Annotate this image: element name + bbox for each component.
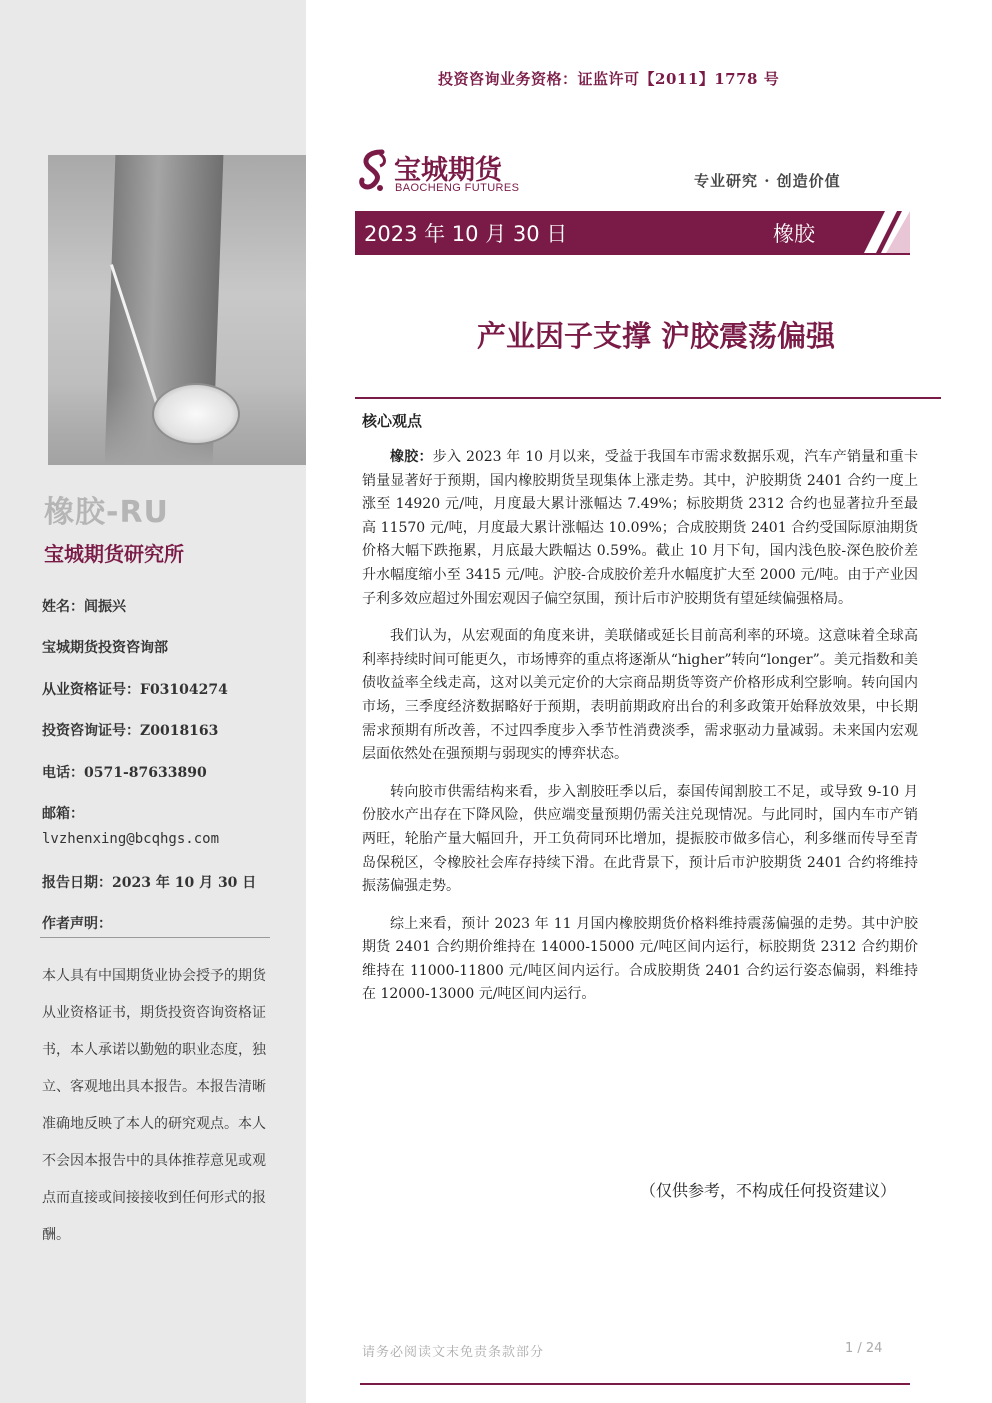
sidebar bbox=[0, 0, 306, 1403]
report-category: 橡胶 bbox=[773, 222, 815, 246]
latex-cup bbox=[152, 383, 240, 445]
qualification-number: 从业资格证号：F03104274 bbox=[42, 682, 228, 698]
logo-english: BAOCHENG FUTURES bbox=[395, 182, 520, 194]
sidebar-divider bbox=[40, 937, 270, 938]
author-department: 宝城期货投资咨询部 bbox=[42, 640, 168, 656]
company-slogan: 专业研究 · 创造价值 bbox=[694, 172, 841, 190]
report-date: 报告日期：2023 年 10 月 30 日 bbox=[42, 875, 257, 891]
product-title: 橡胶-RU bbox=[44, 495, 169, 530]
baocheng-logo-icon bbox=[356, 148, 392, 196]
footer-divider bbox=[360, 1383, 910, 1385]
footer-note: 请务必阅读文末免责条款部分 bbox=[362, 1345, 545, 1360]
report-title: 产业因子支撑 沪胶震荡偏强 bbox=[476, 319, 836, 353]
report-date-banner: 2023 年 10 月 30 日 bbox=[364, 222, 568, 246]
license-line: 投资咨询业务资格：证监许可【2011】1778 号 bbox=[438, 70, 780, 88]
lead-label: 橡胶： bbox=[390, 449, 433, 465]
email-label: 邮箱： bbox=[42, 806, 84, 822]
consulting-number: 投资咨询证号：Z0018163 bbox=[42, 723, 219, 739]
logo-chinese: 宝城期货 bbox=[394, 155, 502, 186]
phone: 电话：0571-87633890 bbox=[42, 765, 207, 781]
paragraph-4: 综上来看，预计 2023 年 11 月国内橡胶期货价格料维持震荡偏强的走势。其中沪胶期货 2401 合约期价维持在 14000-15000 元/吨区间内运行，标胶期货 2312 合约期价维持在 11000-11800 元/吨区间内运行。合成胶期货 2401 合约运行姿态偏弱，料维持在 12000-13000 元/吨区间内运行。 bbox=[362, 915, 918, 1003]
author-name: 姓名：闾振兴 bbox=[42, 599, 126, 615]
paragraph-3: 转向胶市供需结构来看，步入割胶旺季以后，泰国传闻割胶工不足，或导致 9-10 月份胶水产出存在下降风险，供应端变量预期仍需关注兑现情况。与此同时，国内车市产销两旺，轮胎产量大幅回升，开工负荷同环比增加，提振胶市做多信心，利多继而传导至青岛保税区，令橡胶社会库存持续下滑。在此背景下，预计后市沪胶期货 2401 合约将维持振荡偏强走势。 bbox=[362, 783, 918, 895]
title-divider bbox=[355, 397, 941, 399]
rubber-tree-photo bbox=[48, 155, 306, 465]
report-body bbox=[362, 446, 918, 1021]
author-statement-label: 作者声明： bbox=[42, 916, 112, 932]
paragraph-2: 我们认为，从宏观面的角度来讲，美联储或延长目前高利率的环境。这意味着全球高利率持续时间可能更久，市场博弈的重点将逐渐从“higher”转向“longer”。美元指数和美债收益率全线走高，这对以美元定价的大宗商品期货等资产价格形成利空影响。转向国内市场，三季度经济数据略好于预期，表明前期政府出台的利多政策开始释放效果，中长期需求预期有所改善，不过四季度步入季节性消费淡季，需求驱动力量减弱。未来国内宏观层面依然处在强预期与弱现实的博弈状态。 bbox=[362, 628, 918, 763]
disclaimer: （仅供参考，不构成任何投资建议） bbox=[640, 1181, 897, 1200]
page-number: 1 / 24 bbox=[845, 1341, 883, 1356]
paragraph-1 bbox=[362, 446, 918, 611]
institute-name: 宝城期货研究所 bbox=[44, 542, 184, 566]
author-statement: 本人具有中国期货业协会授予的期货从业资格证书，期货投资咨询资格证书，本人承诺以勤勉的职业态度，独立、客观地出具本报告。本报告清晰准确地反映了本人的研究观点。本人不会因本报告中的具体推荐意见或观点而直接或间接接收到任何形式的报酬。 bbox=[42, 968, 266, 1243]
section-heading: 核心观点 bbox=[362, 412, 423, 430]
paragraph-1-text: 步入 2023 年 10 月以来，受益于我国车市需求数据乐观，汽车产销量和重卡销量显著好于预期，国内橡胶期货呈现集体上涨走势。其中，沪胶期货 2401 合约一度上涨至 14920 元/吨，月度最大累计涨幅达 7.49%；标胶期货 2312 合约也显著拉升至最高 11570 元/吨，月度最大累计涨幅达 10.09%；合成胶期货 2401 合约受国际原油期货价格大幅下跌拖累，月底最大跌幅达 0.59%。截止 10 月下旬，国内浅色胶-深色胶价差升水幅度缩小至 3415 元/吨。沪胶-合成胶价差升水幅度扩大至 2000 元/吨。由于产业因子利多效应超过外围宏观因子偏空氛围，预计后市沪胶期货有望延续偏强格局。 bbox=[362, 449, 918, 607]
email-address[interactable]: lvzhenxing@bcqhgs.com bbox=[42, 831, 220, 847]
